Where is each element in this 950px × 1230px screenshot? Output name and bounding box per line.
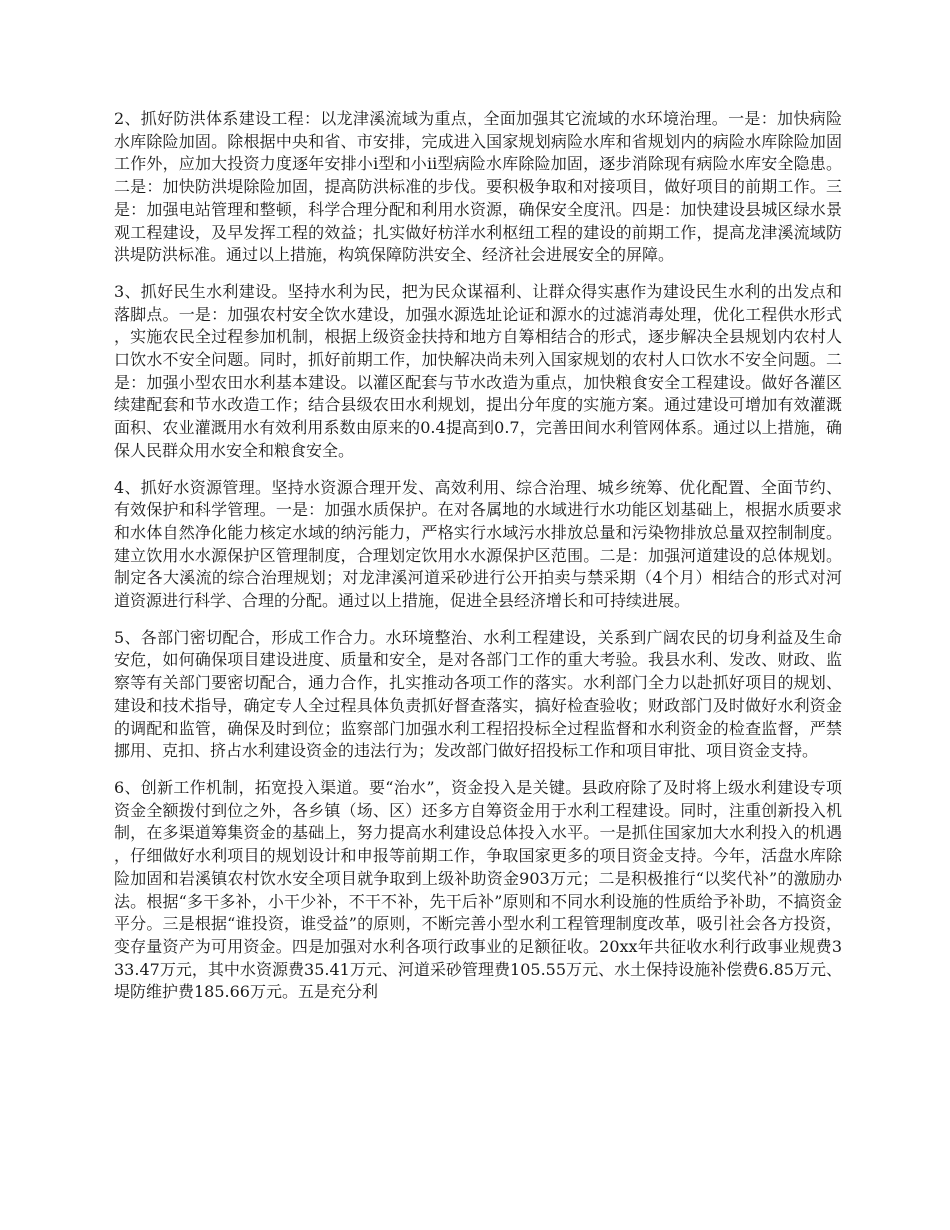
document-body (114, 108, 842, 1018)
paragraph-investment-mechanism: 6、创新工作机制，拓宽投入渠道。要“治水”，资金投入是关键。县政府除了及时将上级水利建设专项资金全额拨付到位之外，各乡镇（场、区）还多方自筹资金用于水利工程建设。同时，注重创新投入机制，在多渠道筹集资金的基础上，努力提高水利建设总体投入水平。一是抓住国家加大水利投入的机遇，仔细做好水利项目的规划设计和申报等前期工作，争取国家更多的项目资金支持。今年，活盘水库除险加固和岩溪镇农村饮水安全项目就争取到上级补助资金903万元；二是积极推行“以奖代补”的激励办法。根据“多干多补，小干少补，不干不补，先干后补”原则和不同水利设施的性质给予补助，不搞资金平分。三是根据“谁投资，谁受益”的原则，不断完善小型水利工程管理制度改革，吸引社会各方投资，变存量资产为可用资金。四是加强对水利各项行政事业的足额征收。20xx年共征收水利行政事业规费333.47万元，其中水资源费35.41万元、河道采砂管理费105.55万元、水土保持设施补偿费6.85万元、堤防维护费185.66万元。五是充分利 (114, 777, 842, 1002)
paragraph-flood-control: 2、抓好防洪体系建设工程：以龙津溪流域为重点，全面加强其它流域的水环境治理。一是：加快病险水库除险加固。除根据中央和省、市安排，完成进入国家规划病险水库和省规划内的病险水库除险加固工作外，应加大投资力度逐年安排小ⅰ型和小ⅱ型病险水库除险加固，逐步消除现有病险水库安全隐患。二是：加快防洪堤除险加固，提高防洪标准的步伐。要积极争取和对接项目，做好项目的前期工作。三是：加强电站管理和整顿，科学合理分配和利用水资源，确保安全度汛。四是：加快建设县城区绿水景观工程建设，及早发挥工程的效益；扎实做好枋洋水利枢纽工程的建设的前期工作，提高龙津溪流域防洪堤防洪标准。通过以上措施，构筑保障防洪安全、经济社会进展安全的屏障。 (114, 109, 842, 265)
paragraph-livelihood-water: 3、抓好民生水利建设。坚持水利为民，把为民众谋福利、让群众得实惠作为建设民生水利的出发点和落脚点。一是：加强农村安全饮水建设，加强水源选址论证和源水的过滤消毒处理，优化工程供水形式，实施农民全过程参加机制，根据上级资金扶持和地方自筹相结合的形式，逐步解决全县规划内农村人口饮水不安全问题。同时，抓好前期工作，加快解决尚未列入国家规划的农村人口饮水不安全问题。二是：加强小型农田水利基本建设。以灌区配套与节水改造为重点，加快粮食安全工程建设。做好各灌区续建配套和节水改造工作；结合县级农田水利规划，提出分年度的实施方案。通过建设可增加有效灌溉面积、农业灌溉用水有效利用系数由原来的0.4提高到0.7，完善田间水利管网体系。通过以上措施，确保人民群众用水安全和粮食安全。 (114, 281, 842, 460)
paragraph-water-resource-management: 4、抓好水资源管理。坚持水资源合理开发、高效利用、综合治理、城乡统筹、优化配置、全面节约、有效保护和科学管理。一是：加强水质保护。在对各属地的水域进行水功能区划基础上，根据水质要求和水体自然净化能力核定水域的纳污能力，严格实行水域污水排放总量和污染物排放总量双控制制度。建立饮用水水源保护区管理制度，合理划定饮用水水源保护区范围。二是：加强河道建设的总体规划。制定各大溪流的综合治理规划；对龙津溪河道采砂进行公开拍卖与禁采期（4个月）相结合的形式对河道资源进行科学、合理的分配。通过以上措施，促进全县经济增长和可持续进展。 (114, 477, 842, 611)
paragraph-department-cooperation: 5、各部门密切配合，形成工作合力。水环境整治、水利工程建设，关系到广阔农民的切身利益及生命安危，如何确保项目建设进度、质量和安全，是对各部门工作的重大考验。我县水利、发改、财政、监察等有关部门要密切配合，通力合作，扎实推动各项工作的落实。水利部门全力以赴抓好项目的规划、建设和技术指导，确定专人全过程具体负责抓好督查落实，搞好检查验收；财政部门及时做好水利资金的调配和监管，确保及时到位；监察部门加强水利工程招投标全过程监督和水利资金的检查监督，严禁挪用、克扣、挤占水利建设资金的违法行为；发改部门做好招投标工作和项目审批、项目资金支持。 (114, 627, 842, 761)
